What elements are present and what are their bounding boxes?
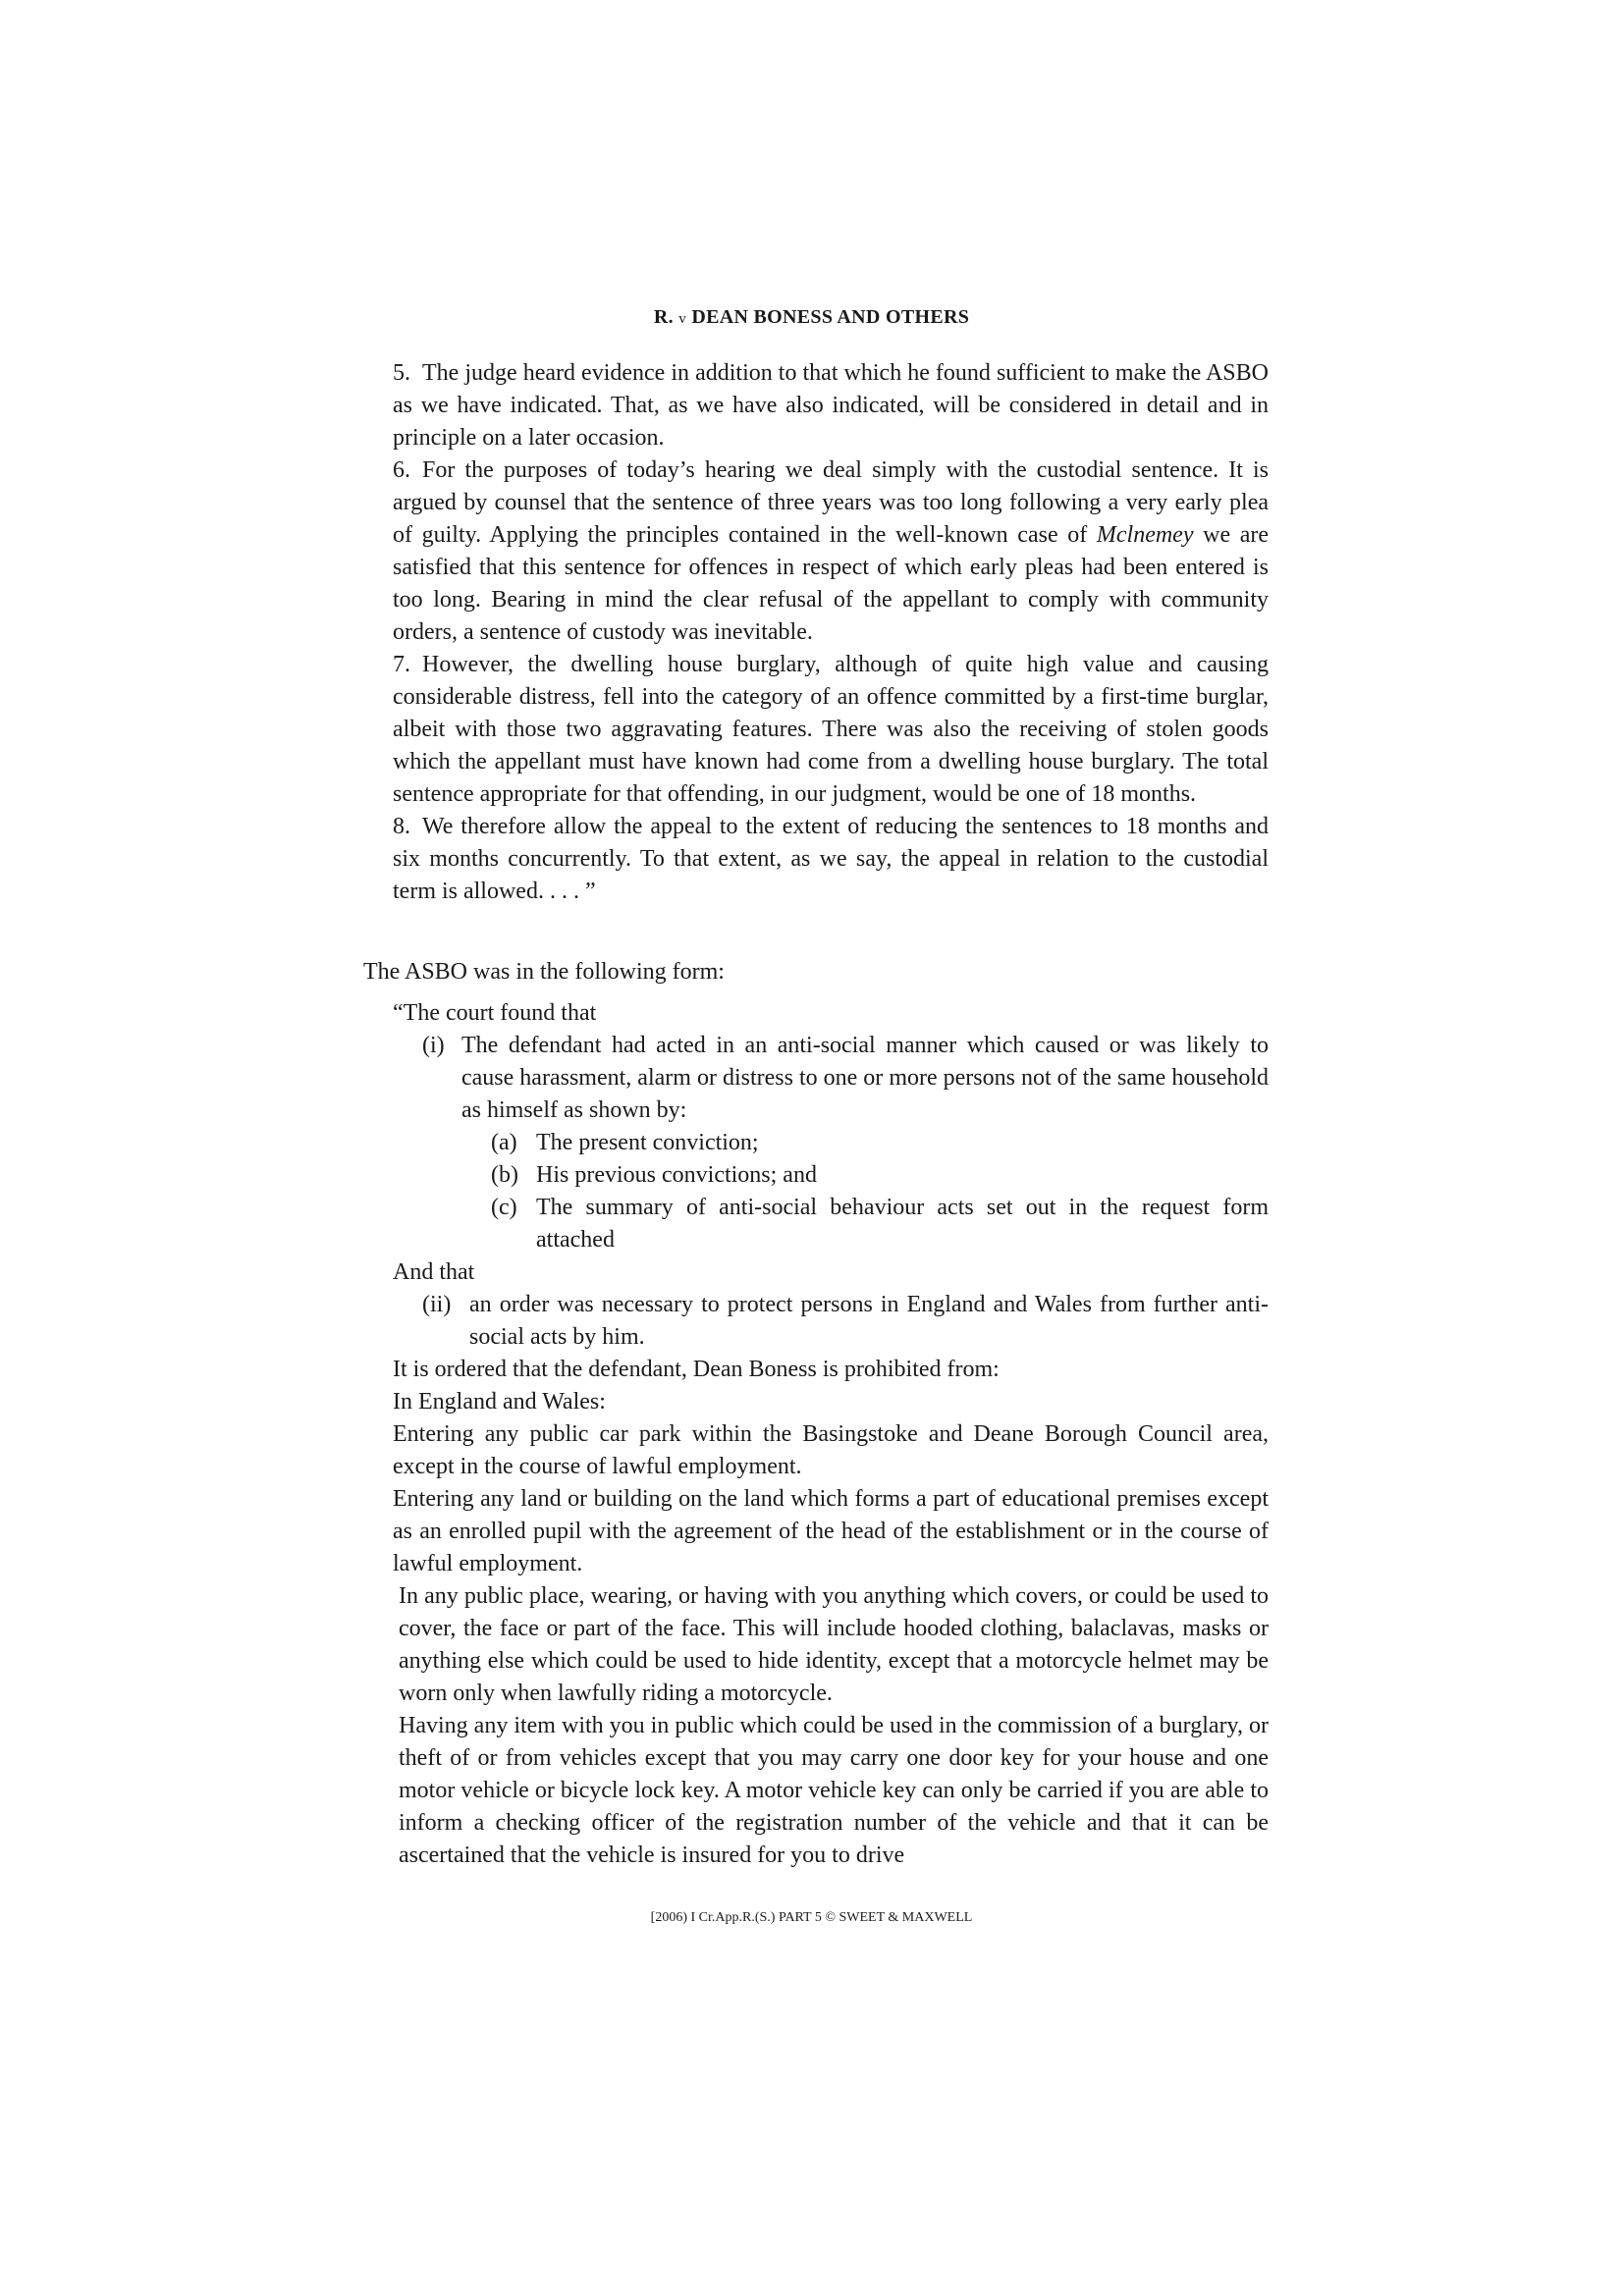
order-and-that: And that bbox=[393, 1259, 475, 1285]
paragraph-number: 5. bbox=[393, 360, 410, 386]
order-opening: “The court found that bbox=[393, 1000, 597, 1026]
paragraph-text: We therefore allow the appeal to the extent of reducing the sentences to 18 months and six months concurrently. To that extent, as we say, the appeal in relation to the custodial term is allowed. . . . ” bbox=[393, 814, 1269, 904]
sub-item-text: His previous convictions; and bbox=[536, 1162, 817, 1188]
prohibition-face-covering: In any public place, wearing, or having with you anything which covers, or could be used to cover, the face or part of the face. This will include hooded clothing, balaclavas, masks or anything else which could be used to hide identity, except that a motorcycle helmet may be worn only when lawfully riding a motorcycle. bbox=[399, 1583, 1269, 1706]
paragraph-8 bbox=[393, 811, 1269, 908]
sub-item-text: The summary of anti-social behaviour acts set out in the request form attached bbox=[536, 1195, 1269, 1253]
paragraph-text: The judge heard evidence in addition to that which he found sufficient to make the ASBO as we have indicated. That, as we have also indicated, will be considered in detail and in principle on a later occasion. bbox=[393, 360, 1269, 451]
item-marker: (i) bbox=[422, 1033, 445, 1058]
prohibition-educational-premises: Entering any land or building on the land which forms a part of educational premises except as an enrolled pupil with the agreement of the head of the establishment or in the course of lawful employment. bbox=[393, 1486, 1269, 1576]
sub-item-marker: (b) bbox=[491, 1162, 518, 1188]
paragraph-number: 6. bbox=[393, 457, 410, 483]
order-sub-item-c bbox=[393, 1192, 1269, 1256]
paragraph-number: 8. bbox=[393, 814, 410, 839]
asbo-order bbox=[393, 997, 1269, 1872]
case-name: Mclnemey bbox=[1096, 522, 1194, 548]
order-item-ii bbox=[393, 1289, 1269, 1354]
order-ordered: It is ordered that the defendant, Dean Boness is prohibited from: bbox=[393, 1357, 1000, 1382]
paragraph-5 bbox=[393, 357, 1269, 454]
quoted-judgment bbox=[393, 357, 1269, 908]
paragraph-text: we are satisfied that this sentence for offences in respect of which early pleas had been entered is too long. Bearing in mind the clear refusal of the appellant to comply with community orders, a sentence of custody was inevitable. bbox=[393, 522, 1270, 645]
prohibition-car-park: Entering any public car park within the Basingstoke and Deane Borough Council area, except in the course of lawful employment. bbox=[393, 1421, 1269, 1479]
sub-item-marker: (a) bbox=[491, 1130, 517, 1155]
paragraph-text: For the purposes of today’s hearing we deal simply with the custodial sentence. It is argued by counsel that the sentence of three years was too long following a very early plea of guilty. Applying the principles contained in the well-known case of bbox=[393, 457, 1269, 548]
item-text-content: The defendant had acted in an anti-social manner which caused or was likely to cause harassment, alarm or distress to one or more persons not of the same household as himself as shown by: bbox=[461, 1033, 1269, 1123]
order-jurisdiction: In England and Wales: bbox=[393, 1389, 606, 1415]
paragraph-number: 7. bbox=[393, 652, 410, 677]
paragraph-6 bbox=[393, 454, 1269, 649]
paragraph-text: However, the dwelling house burglary, although of quite high value and causing considerable distress, fell into the category of an offence committed by a first-time burglar, albeit with those two aggravating features. There was also the receiving of stolen goods which the appellant must have known had come from a dwelling house burglary. The total sentence appropriate for that offending, in our judgment, would be one of 18 months. bbox=[393, 652, 1269, 807]
paragraph-7 bbox=[393, 649, 1269, 811]
prohibition-burglary-items: Having any item with you in public which could be used in the commission of a burglary, or theft of or from vehicles except that you may carry one door key for your house and one motor vehicle or bicycle lock key. A motor vehicle key can only be carried if you are able to inform a checking officer of the registration number of the vehicle and that it can be ascertained that the vehicle is insured for you to drive bbox=[399, 1713, 1269, 1868]
item-marker: (ii) bbox=[422, 1292, 452, 1317]
asbo-intro: The ASBO was in the following form: bbox=[363, 959, 725, 985]
sub-item-marker: (c) bbox=[491, 1195, 517, 1220]
header-title-rest: DEAN BONESS AND OTHERS bbox=[691, 306, 970, 328]
order-item-i bbox=[393, 1030, 1269, 1127]
order-sub-item-a bbox=[393, 1127, 1269, 1159]
item-text: an order was necessary to protect persons in England and Wales from further anti-social acts by him. bbox=[469, 1292, 1269, 1350]
page-header bbox=[0, 306, 1623, 329]
page-footer: [2006) I Cr.App.R.(S.) PART 5 © SWEET & MAXWELL bbox=[650, 1910, 973, 1925]
sub-item-text: The present conviction; bbox=[536, 1130, 759, 1155]
header-title-v: v bbox=[678, 311, 687, 327]
header-title-prefix: R. bbox=[653, 306, 674, 328]
item-text bbox=[461, 1030, 1269, 1127]
order-sub-item-b bbox=[393, 1159, 1269, 1192]
